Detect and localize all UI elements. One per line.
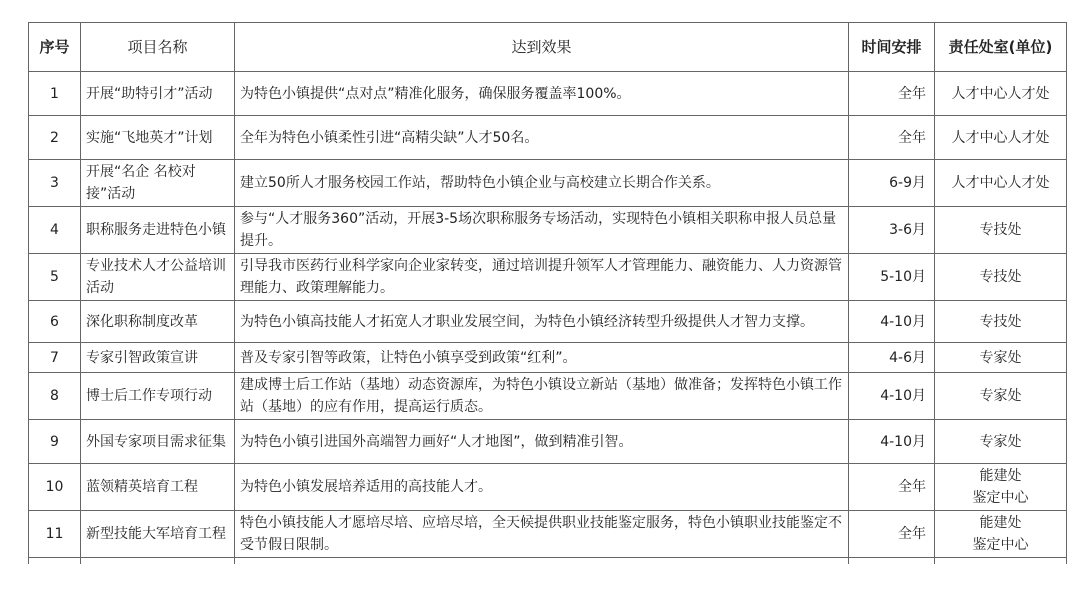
cell-dept: 人才中心人才处 [935,116,1067,160]
cell-effect: 参与“人才服务360”活动，开展3-5场次职称服务专场活动，实现特色小镇相关职称申报人员总量提升。 [235,207,849,254]
cell-dept: 人才中心人才处 [935,72,1067,116]
cell-dept: 能建处 鉴定中心 [935,511,1067,558]
table-row [29,343,1067,373]
cell-no: 10 [29,464,81,511]
cell-no: 5 [29,254,81,301]
cell-dept: 专技处 [935,207,1067,254]
cell-time: 3-6月 [849,207,935,254]
cell-time: 全年 [849,116,935,160]
cell-no: 9 [29,420,81,464]
cell-effect: 建成博士后工作站（基地）动态资源库，为特色小镇设立新站（基地）做准备；发挥特色小镇工作站（基地）的应有作用，提高运行质态。 [235,373,849,420]
cell-effect: 为特色小镇引进国外高端智力画好“人才地图”，做到精准引智。 [235,420,849,464]
cell-effect: 为特色小镇高技能人才拓宽人才职业发展空间，为特色小镇经济转型升级提供人才智力支撑。 [235,301,849,343]
cell-dept: 能建处 鉴定中心 [935,464,1067,511]
table-row [29,511,1067,558]
table-body [29,72,1067,565]
project-table [28,22,1067,564]
cell-effect: 为特色小镇发展培养适用的高技能人才。 [235,464,849,511]
table-row [29,116,1067,160]
cell-name: 深化职称制度改革 [81,301,235,343]
header-time: 时间安排 [849,23,935,72]
header-effect: 达到效果 [235,23,849,72]
table-row [29,207,1067,254]
cell-time: 5-10月 [849,254,935,301]
header-row [29,23,1067,72]
cell-effect: 特色小镇技能人才愿培尽培、应培尽培，全天候提供职业技能鉴定服务，特色小镇职业技能鉴定不受节假日限制。 [235,511,849,558]
table-row-cutoff [29,558,1067,565]
cell-name: 开展“名企 名校对接”活动 [81,160,235,207]
cell-no: 4 [29,207,81,254]
cell-no: 11 [29,511,81,558]
cell-name: 专业技术人才公益培训活动 [81,254,235,301]
cell-effect: 为特色小镇提供“点对点”精准化服务，确保服务覆盖率100%。 [235,72,849,116]
cell-name: 职称服务走进特色小镇 [81,207,235,254]
cutoff-cell [849,558,935,565]
table-row [29,72,1067,116]
cell-name: 外国专家项目需求征集 [81,420,235,464]
cell-time: 6-9月 [849,160,935,207]
cell-name: 新型技能大军培育工程 [81,511,235,558]
cutoff-cell [81,558,235,565]
cell-effect: 引导我市医药行业科学家向企业家转变，通过培训提升领军人才管理能力、融资能力、人力资源管理能力、政策理解能力。 [235,254,849,301]
table-row [29,464,1067,511]
cell-time: 4-10月 [849,301,935,343]
cell-time: 4-10月 [849,373,935,420]
cell-no: 3 [29,160,81,207]
cell-no: 7 [29,343,81,373]
cell-effect: 普及专家引智等政策，让特色小镇享受到政策“红利”。 [235,343,849,373]
cell-name: 博士后工作专项行动 [81,373,235,420]
cell-effect: 全年为特色小镇柔性引进“高精尖缺”人才50名。 [235,116,849,160]
table-row [29,420,1067,464]
table-row [29,160,1067,207]
table-row [29,301,1067,343]
cell-dept: 专家处 [935,373,1067,420]
cell-no: 1 [29,72,81,116]
header-no: 序号 [29,23,81,72]
cutoff-cell [235,558,849,565]
cell-time: 全年 [849,72,935,116]
cutoff-cell [935,558,1067,565]
cell-effect: 建立50所人才服务校园工作站，帮助特色小镇企业与高校建立长期合作关系。 [235,160,849,207]
cell-dept: 专家处 [935,420,1067,464]
cell-name: 蓝领精英培育工程 [81,464,235,511]
cell-name: 实施“飞地英才”计划 [81,116,235,160]
cell-dept: 专家处 [935,343,1067,373]
cell-time: 全年 [849,464,935,511]
cell-dept: 人才中心人才处 [935,160,1067,207]
table-row [29,373,1067,420]
cell-name: 开展“助特引才”活动 [81,72,235,116]
cell-time: 4-10月 [849,420,935,464]
cutoff-cell [29,558,81,565]
cell-no: 2 [29,116,81,160]
cell-no: 6 [29,301,81,343]
cell-dept: 专技处 [935,301,1067,343]
table-row [29,254,1067,301]
cell-time: 4-6月 [849,343,935,373]
cell-name: 专家引智政策宣讲 [81,343,235,373]
header-dept: 责任处室(单位) [935,23,1067,72]
header-name: 项目名称 [81,23,235,72]
cell-time: 全年 [849,511,935,558]
cell-dept: 专技处 [935,254,1067,301]
cell-no: 8 [29,373,81,420]
